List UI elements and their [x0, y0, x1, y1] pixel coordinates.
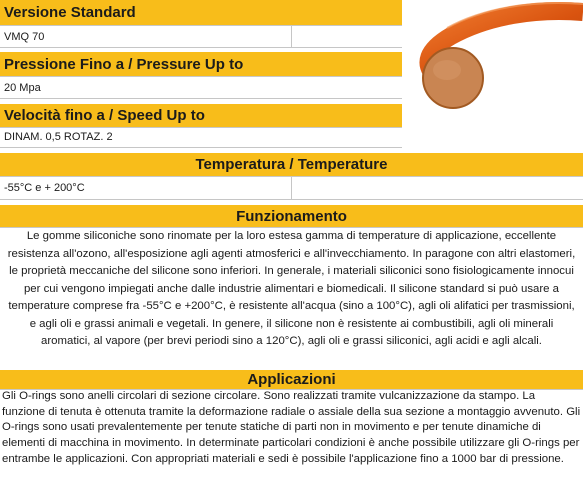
velocita-value: DINAM. 0,5 ROTAZ. 2 [4, 131, 113, 143]
applicazioni-title: Applicazioni [247, 371, 336, 388]
velocita-header [0, 104, 402, 128]
funzionamento-header [0, 205, 583, 228]
o-ring-icon [405, 0, 583, 150]
temperatura-header [0, 153, 583, 177]
versione-value: VMQ 70 [4, 31, 45, 43]
applicazioni-header [0, 370, 583, 390]
versione-header [0, 0, 402, 26]
temperatura-title: Temperatura / Temperature [195, 156, 388, 173]
funzionamento-title: Funzionamento [236, 208, 347, 225]
applicazioni-text: Gli O-rings sono anelli circolari di sezione circolare. Sono realizzati tramite vulcanizzazione da stampo. La funzione di tenuta è ottenuta tramite la deformazione radiale o assiale della sua sezione a montaggio avvenuto. Gli O-rings sono usati prevalentemente per tenute statiche di parti non in movimento e per tenute dinamiche di elementi di macchina in movimento. In determinate particolari condizioni è anche possibile utilizzare gli O-rings per entrambe le applicazioni. Con appropriati materiali e sedi è possibile l'applicazione fino a 1000 bar di pressione. [2, 390, 581, 465]
pressione-value: 20 Mpa [4, 82, 41, 94]
velocita-title: Velocità fino a / Speed Up to [4, 107, 205, 124]
pressione-row [0, 77, 402, 99]
versione-row [0, 26, 402, 48]
velocita-row [0, 128, 402, 148]
temperatura-value: -55°C e + 200°C [4, 182, 85, 194]
versione-divider [291, 26, 292, 48]
pressione-title: Pressione Fino a / Pressure Up to [4, 56, 244, 73]
funzionamento-text: Le gomme siliconiche sono rinomate per la loro estesa gamma di temperature di applicazione, eccellente resistenza all'ozono, all'esposizione agli agenti atmosferici e all'invecchiamento. In paragone con altri elastomeri, le proprietà meccaniche del silicone sono inferiori. In generale, i materiali siliconici sono fisiologicamente innocui per cui vengono impiegati anche dalle industrie alimentari e biomedicali. Il silicone standard si può usare a temperature comprese fra -55°C e +200°C, è resistente all'acqua (sino a 100°C), agli oli alifatici per trasmissioni, e agli oli e grassi animali e vegetali. In genere, il silicone non è resistente ai combustibili, agli oli minerali aromatici, al vapore (per brevi periodi sino a 120°C), agli oli e grassi siliconici, agli acidi e agli alcali. [7, 230, 576, 347]
temperatura-divider [291, 177, 292, 200]
versione-title: Versione Standard [4, 4, 136, 21]
pressione-header [0, 52, 402, 77]
